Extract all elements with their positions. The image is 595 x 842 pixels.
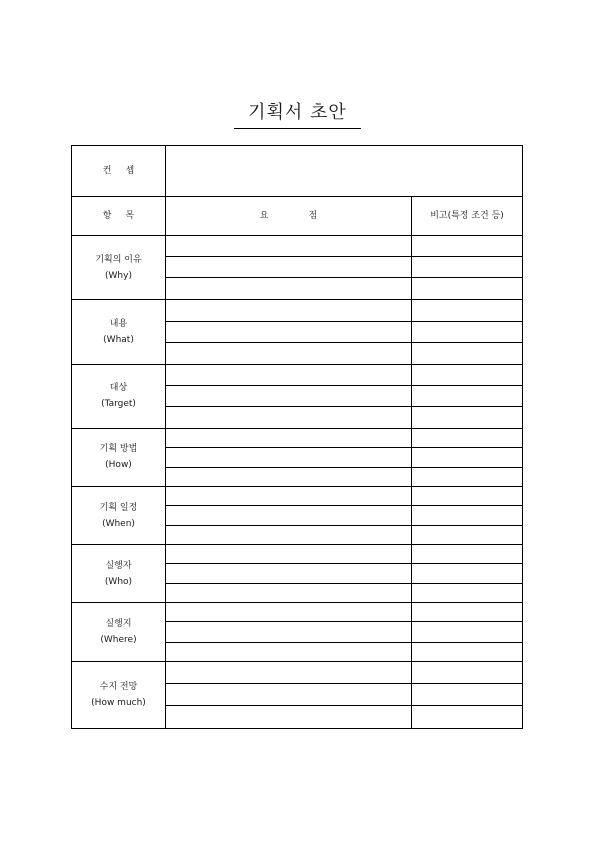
header-item-cell <box>72 197 166 236</box>
section-why-label-cell <box>72 236 166 300</box>
section-what-label-cell <box>72 300 166 364</box>
section-label: 실행자 <box>105 560 132 571</box>
section-label-en: (How) <box>105 460 132 471</box>
section-how-row <box>72 428 523 447</box>
summary-cell[interactable] <box>166 642 412 661</box>
section-target-label-cell <box>72 364 166 428</box>
section-what-row <box>72 300 523 321</box>
section-label: 내용 <box>109 319 128 330</box>
section-target-row <box>72 364 523 385</box>
header-summary-label: 요점 <box>259 211 358 222</box>
remarks-cell[interactable] <box>412 564 523 584</box>
section-who-row <box>72 545 523 564</box>
section-label-en: (What) <box>103 335 134 346</box>
summary-cell[interactable] <box>166 705 412 728</box>
summary-cell[interactable] <box>166 406 412 428</box>
section-label: 대상 <box>109 383 128 394</box>
summary-cell[interactable] <box>166 661 412 683</box>
section-label-en: (When) <box>102 518 135 529</box>
summary-cell[interactable] <box>166 526 412 545</box>
summary-cell[interactable] <box>166 300 412 321</box>
remarks-cell[interactable] <box>412 683 523 705</box>
header-item-label: 항목 <box>102 211 149 222</box>
summary-cell[interactable] <box>166 603 412 622</box>
section-where-row <box>72 603 523 622</box>
remarks-cell[interactable] <box>412 584 523 603</box>
section-label-en: (Why) <box>105 270 132 281</box>
section-label: 수지 전망 <box>99 681 138 692</box>
section-who-label-cell <box>72 545 166 603</box>
summary-cell[interactable] <box>166 584 412 603</box>
remarks-cell[interactable] <box>412 364 523 385</box>
section-label: 기획 일정 <box>99 502 138 513</box>
summary-cell[interactable] <box>166 257 412 278</box>
remarks-cell[interactable] <box>412 705 523 728</box>
remarks-cell[interactable] <box>412 447 523 467</box>
summary-cell[interactable] <box>166 321 412 342</box>
summary-cell[interactable] <box>166 683 412 705</box>
remarks-cell[interactable] <box>412 487 523 506</box>
remarks-cell[interactable] <box>412 603 523 622</box>
summary-cell[interactable] <box>166 428 412 447</box>
section-label-en: (Who) <box>104 576 133 587</box>
section-howmuch-row <box>72 661 523 683</box>
concept-row <box>72 146 523 197</box>
summary-cell[interactable] <box>166 447 412 467</box>
section-label: 실행지 <box>105 619 132 630</box>
section-how-label-cell <box>72 428 166 486</box>
section-why-row <box>72 236 523 257</box>
summary-cell[interactable] <box>166 467 412 486</box>
header-row <box>72 197 523 236</box>
section-when-row <box>72 487 523 506</box>
remarks-cell[interactable] <box>412 385 523 406</box>
header-remarks-label: 비고(특정 조건 등) <box>430 211 504 222</box>
remarks-cell[interactable] <box>412 506 523 526</box>
summary-cell[interactable] <box>166 487 412 506</box>
section-howmuch-label-cell <box>72 661 166 728</box>
remarks-cell[interactable] <box>412 236 523 257</box>
remarks-cell[interactable] <box>412 467 523 486</box>
remarks-cell[interactable] <box>412 526 523 545</box>
section-label: 기획의 이유 <box>95 254 142 265</box>
summary-cell[interactable] <box>166 364 412 385</box>
summary-cell[interactable] <box>166 564 412 584</box>
remarks-cell[interactable] <box>412 622 523 642</box>
remarks-cell[interactable] <box>412 342 523 364</box>
remarks-cell[interactable] <box>412 278 523 300</box>
summary-cell[interactable] <box>166 342 412 364</box>
summary-cell[interactable] <box>166 236 412 257</box>
plan-form-table <box>71 145 523 729</box>
remarks-cell[interactable] <box>412 406 523 428</box>
remarks-cell[interactable] <box>412 257 523 278</box>
section-label-en: (Where) <box>100 635 137 646</box>
title-wrap <box>0 101 595 129</box>
section-where-label-cell <box>72 603 166 661</box>
remarks-cell[interactable] <box>412 545 523 564</box>
remarks-cell[interactable] <box>412 428 523 447</box>
concept-label-cell <box>72 146 166 197</box>
summary-cell[interactable] <box>166 506 412 526</box>
section-label-en: (Target) <box>101 399 136 410</box>
summary-cell[interactable] <box>166 385 412 406</box>
summary-cell[interactable] <box>166 278 412 300</box>
page-title: 기획서 초안 <box>234 101 361 129</box>
remarks-cell[interactable] <box>412 642 523 661</box>
remarks-cell[interactable] <box>412 321 523 342</box>
header-remarks-cell <box>412 197 523 236</box>
header-summary-cell <box>166 197 412 236</box>
summary-cell[interactable] <box>166 545 412 564</box>
concept-input-cell[interactable] <box>166 146 523 197</box>
section-label-en: (How much) <box>91 697 146 708</box>
remarks-cell[interactable] <box>412 300 523 321</box>
section-when-label-cell <box>72 487 166 545</box>
concept-label: 컨셉 <box>102 166 149 177</box>
section-label: 기획 방법 <box>99 444 138 455</box>
summary-cell[interactable] <box>166 622 412 642</box>
remarks-cell[interactable] <box>412 661 523 683</box>
